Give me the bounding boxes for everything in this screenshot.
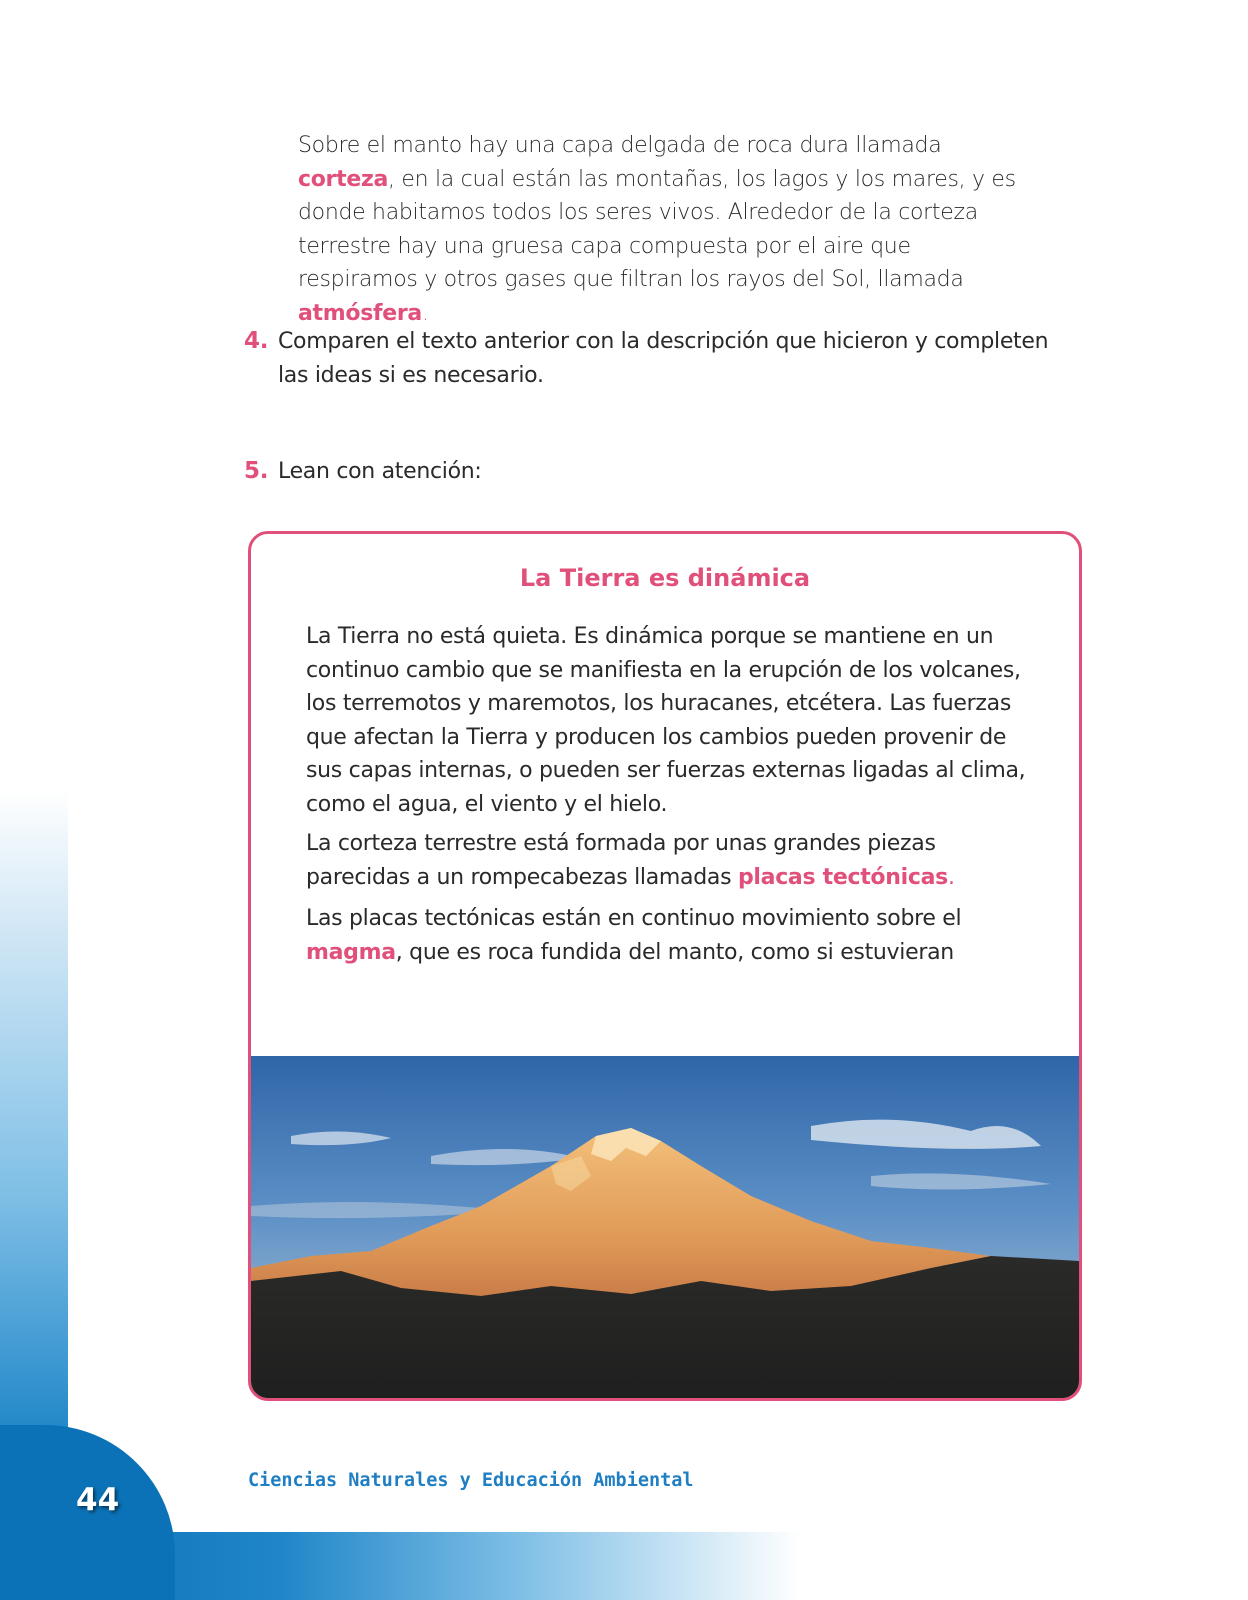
term-corteza: corteza: [298, 166, 388, 192]
footer-subject-title: Ciencias Naturales y Educación Ambiental: [248, 1470, 694, 1491]
list-item-4: [244, 325, 1074, 395]
item-text: Lean con atención:: [278, 459, 482, 484]
paragraph-text-continued: , que es roca fundida del manto, como si estuvieran: [395, 939, 954, 965]
paragraph-end-period: .: [947, 864, 955, 890]
intro-text-middle: , en la cual están las montañas, los lagos y los mares, y es donde habitamos todos los seres vivos. Alrededor de la corteza terrestre hay una gruesa capa compuesta por el aire que respiramos y otros gases que filtran los rayos del Sol, llamada: [298, 166, 1016, 292]
term-placas-tectonicas: placas tectónicas: [737, 864, 948, 890]
item-text: Comparen el texto anterior con la descripción que hicieron y completen las ideas si es necesario.: [278, 329, 1049, 388]
page-number: 44: [76, 1482, 120, 1518]
reading-paragraph-3: [306, 902, 1046, 969]
reading-box: [248, 531, 1082, 1401]
reading-box-title: La Tierra es dinámica: [519, 564, 811, 592]
intro-text-start: Sobre el manto hay una capa delgada de roca dura llamada: [298, 133, 942, 158]
paragraph-text: Las placas tectónicas están en continuo movimiento sobre el: [306, 906, 962, 931]
intro-end-period: .: [421, 300, 429, 326]
list-item-5: [244, 455, 1074, 491]
reading-paragraph-2: [306, 827, 1046, 894]
term-magma: magma: [306, 939, 396, 965]
intro-paragraph: [298, 129, 1028, 330]
reading-paragraph-1: La Tierra no está quieta. Es dinámica porque se mantiene en un continuo cambio que se manifiesta en la erupción de los volcanes, los terremotos y maremotos, los huracanes, etcétera. Las fuerzas que afectan la Tierra y producen los cambios pueden provenir de sus capas internas, o pueden ser fuerzas externas ligadas al clima, como el agua, el viento y el hielo.: [306, 624, 1026, 817]
item-number: 4.: [244, 328, 269, 354]
mountain-photo: [251, 1056, 1079, 1401]
paragraph-text: La corteza terrestre está formada por unas grandes piezas parecidas a un rompecabezas llamadas: [306, 831, 936, 890]
term-atmosfera: atmósfera: [298, 300, 422, 326]
item-number: 5.: [244, 458, 269, 484]
